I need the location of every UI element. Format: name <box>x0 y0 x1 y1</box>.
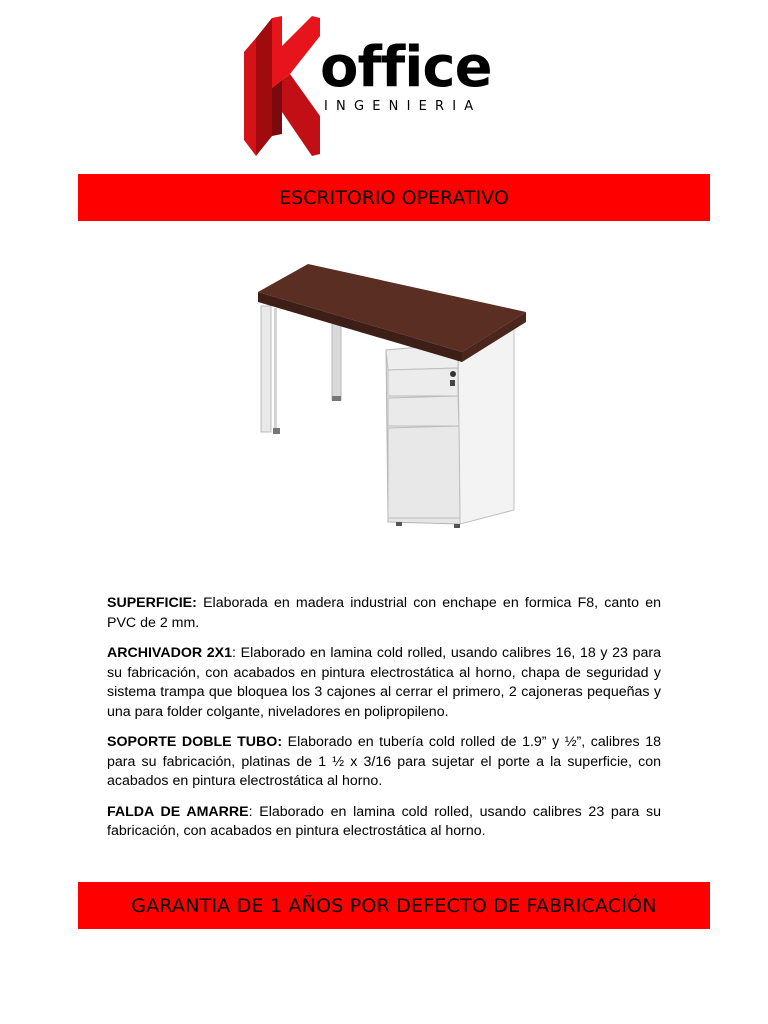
spec-falda <box>107 803 661 842</box>
logo-subtitle: INGENIERIA <box>324 99 482 114</box>
spec-text: : Elaborado en lamina cold rolled, usando calibres 16, 18 y 23 para su fabricación, con acabados en pintura electrostática al horno, chapa de seguridad y sistema trampa que bloquea los 3 cajones al cerrar el primero, 2 cajoneras pequeñas y una para folder colgante, niveladores en polipropileno. <box>107 645 662 720</box>
koffice-logo <box>244 16 524 156</box>
product-title-banner <box>78 174 710 221</box>
spec-text: : Elaborado en lamina cold rolled, usando calibres 23 para su fabricación, con acabados en pintura electrostática al horno. <box>107 803 661 839</box>
warranty-banner <box>78 882 710 929</box>
specifications <box>107 594 661 853</box>
spec-soporte <box>107 733 661 792</box>
spec-archivador <box>107 644 661 722</box>
spec-label: SOPORTE DOBLE TUBO: <box>107 734 283 750</box>
product-image <box>228 246 540 546</box>
logo-wordmark: office <box>320 35 492 100</box>
warranty-text: GARANTIA DE 1 AÑOS POR DEFECTO DE FABRICACIÓN <box>131 894 657 917</box>
spec-superficie <box>107 594 661 633</box>
spec-label: ARCHIVADOR 2X1 <box>107 645 233 661</box>
spec-text: Elaborado en tubería cold rolled de 1.9” y ½”, calibres 18 para su fabricación, platinas de 1 ½ x 3/16 para sujetar el porte a la superficie, con acabados en pintura electrostática al horno. <box>107 734 661 789</box>
product-title: ESCRITORIO OPERATIVO <box>279 186 509 209</box>
desk-illustration <box>228 246 540 546</box>
spec-text: Elaborada en madera industrial con enchape en formica F8, canto en PVC de 2 mm. <box>107 595 661 631</box>
spec-label: SUPERFICIE: <box>107 595 197 611</box>
spec-label: FALDA DE AMARRE <box>107 803 249 820</box>
